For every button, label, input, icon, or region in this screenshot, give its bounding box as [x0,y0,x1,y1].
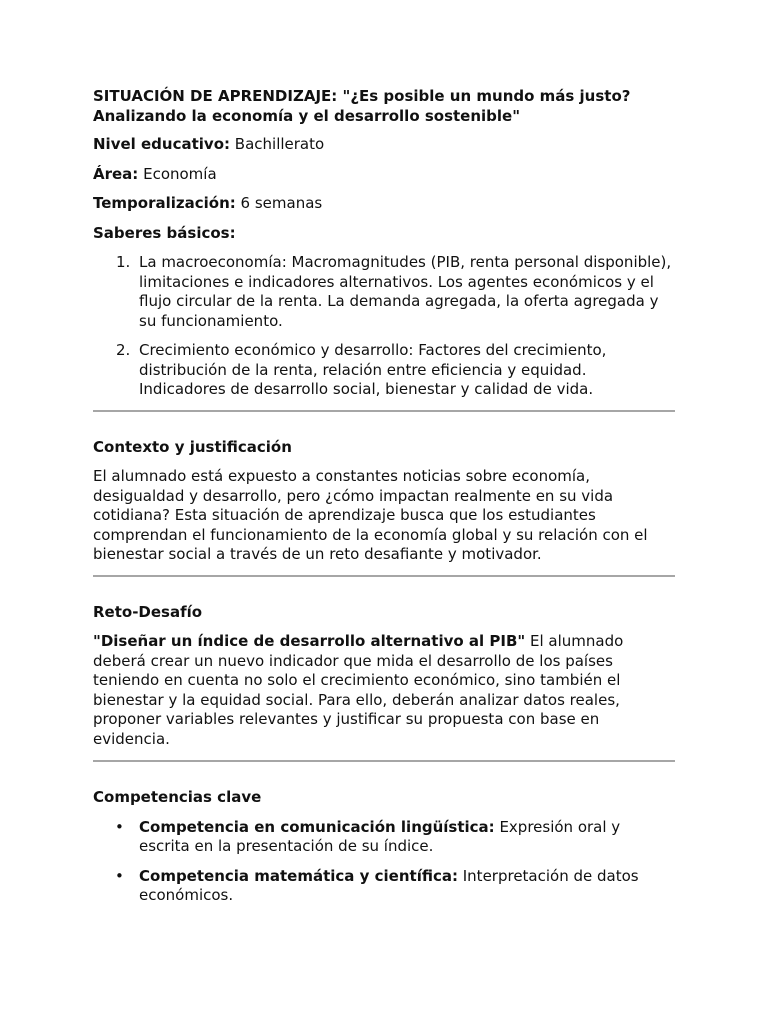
bullet-icon: • [115,817,124,836]
competencia-text: Expresión oral y escrita en la presentación de su índice. [139,817,621,855]
competencias-heading: Competencias clave [93,788,262,806]
meta-value: Bachillerato [234,135,325,153]
bullet-icon: • [115,866,124,885]
list-number: 1. [116,253,131,271]
competencia-label: Competencia matemática y científica: [139,866,458,885]
list-number: 2. [116,341,131,359]
meta-area [93,165,675,185]
list-text: La macroeconomía: Macromagnitudes (PIB, renta personal disponible), limitaciones e indicadores alternativos. Los agentes económicos y el flujo circular de la renta. La demanda agregada, la oferta agregada y su funcionamiento. [139,253,672,330]
list-text: Crecimiento económico y desarrollo: Factores del crecimiento, distribución de la renta, relación entre eficiencia y equidad. Indicadores de desarrollo social, bienestar y calidad de vida. [139,341,607,398]
competencias-list [93,818,675,906]
meta-label: Temporalización: [93,194,236,212]
meta-nivel [93,135,675,155]
meta-label: Área: [93,164,139,183]
list-item [93,867,675,906]
list-item [93,341,675,400]
saberes-heading: Saberes básicos: [93,223,236,242]
list-item [93,253,675,331]
reto-heading: Reto-Desafío [93,602,203,621]
meta-label: Nivel educativo: [93,135,231,153]
meta-temporalizacion [93,194,675,214]
section-divider [93,410,675,412]
list-item [93,818,675,857]
reto-bold: "Diseñar un índice de desarrollo alternativo al PIB" [93,632,526,650]
competencia-text: Interpretación de datos económicos. [139,866,639,904]
reto-body: El alumnado deberá crear un nuevo indicador que mida el desarrollo de los países teniendo en cuenta no solo el crecimiento económico, sino también el bienestar y la equidad social. Para ello, deberán analizar datos reales, proponer variables relevantes y justificar su propuesta con base en evidencia. [93,632,624,748]
contexto-heading: Contexto y justificación [93,437,292,456]
section-divider [93,760,675,762]
document-title: SITUACIÓN DE APRENDIZAJE: "¿Es posible un mundo más justo? Analizando la economía y el desarrollo sostenible" [93,87,631,125]
contexto-text: El alumnado está expuesto a constantes noticias sobre economía, desigualdad y desarrollo, pero ¿cómo impactan realmente en su vida cotidiana? Esta situación de aprendizaje busca que los estudiantes comprendan el funcionamiento de la economía global y su relación con el bienestar social a través de un reto desafiante y motivador. [93,467,648,563]
meta-value: Economía [143,164,217,183]
saberes-list [93,253,675,400]
section-divider [93,575,675,577]
meta-value: 6 semanas [240,194,323,212]
reto-text [93,632,675,749]
document-content [93,87,675,916]
competencia-label: Competencia en comunicación lingüística: [139,817,495,836]
